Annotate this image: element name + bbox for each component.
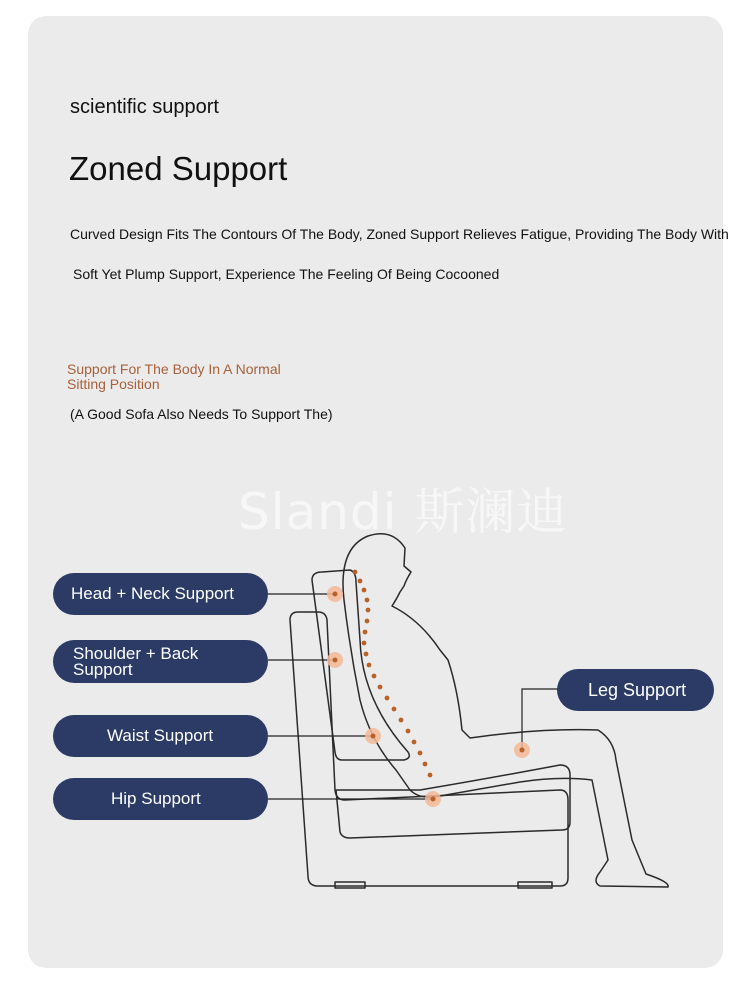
sofa-foot-right bbox=[518, 882, 552, 888]
brand-watermark: Slandi 斯澜迪 bbox=[238, 483, 568, 541]
spine-dot bbox=[392, 707, 397, 712]
connector-leg bbox=[522, 689, 558, 750]
spine-dot bbox=[378, 685, 383, 690]
seat-cushion bbox=[336, 765, 570, 838]
spine-dot bbox=[418, 751, 423, 756]
eyebrow-text: scientific support bbox=[70, 96, 219, 118]
label-head-neck-text: Head + Neck Support bbox=[71, 584, 235, 603]
description-line-2: Soft Yet Plump Support, Experience The Feeling Of Being Cocooned bbox=[73, 266, 500, 282]
spine-dot bbox=[364, 652, 369, 657]
spine-dot bbox=[367, 663, 372, 668]
label-shoulder-back-text: Shoulder + Back Support bbox=[73, 643, 199, 679]
spine-dot bbox=[362, 588, 367, 593]
spine-dot bbox=[399, 718, 404, 723]
label-hip-text: Hip Support bbox=[111, 789, 201, 808]
spine-dot bbox=[406, 729, 411, 734]
spine-dot bbox=[428, 773, 433, 778]
label-hip bbox=[53, 778, 268, 820]
sofa-foot-left bbox=[335, 882, 365, 888]
label-leg bbox=[557, 669, 714, 711]
spine-dot bbox=[362, 641, 367, 646]
back-cushion bbox=[312, 570, 409, 760]
label-shoulder-back bbox=[53, 640, 268, 683]
spine-dot bbox=[365, 619, 370, 624]
spine-dot bbox=[385, 696, 390, 701]
section-accent-heading: Support For The Body In A Normal Sitting Position bbox=[67, 361, 281, 392]
description-line-1: Curved Design Fits The Contours Of The Body, Zoned Support Relieves Fatigue, Providing The Body With bbox=[70, 226, 729, 242]
spine-dot bbox=[358, 579, 363, 584]
label-leg-text: Leg Support bbox=[588, 680, 687, 700]
spine-dot bbox=[353, 570, 358, 575]
section-note: (A Good Sofa Also Needs To Support The) bbox=[70, 406, 333, 422]
label-waist-text: Waist Support bbox=[107, 726, 214, 745]
spine-dot bbox=[372, 674, 377, 679]
spine-dot bbox=[363, 630, 368, 635]
page-title: Zoned Support bbox=[69, 150, 288, 187]
label-head-neck bbox=[53, 573, 268, 615]
spine-dot bbox=[412, 740, 417, 745]
label-waist bbox=[53, 715, 268, 757]
spine-dot bbox=[365, 598, 370, 603]
spine-dot bbox=[423, 762, 428, 767]
spine-dot bbox=[366, 608, 371, 613]
